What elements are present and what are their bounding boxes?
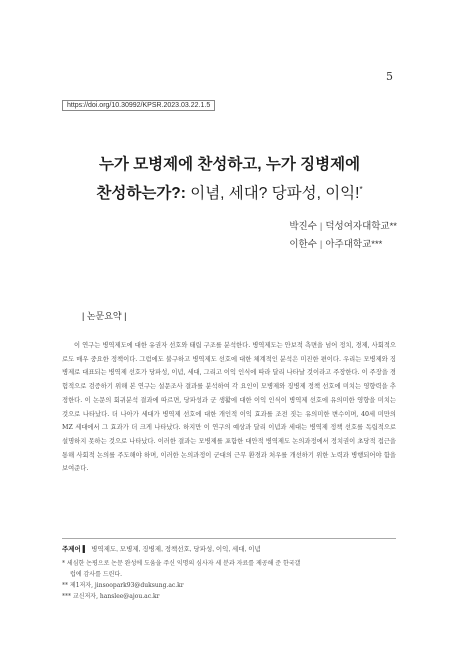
footnote-corresponding-author: *** 교신저자, hanslee@ajou.ac.kr bbox=[62, 593, 160, 600]
paper-title bbox=[40, 152, 419, 206]
author-separator: | bbox=[319, 221, 323, 232]
author-1-affiliation: 덕성여자대학교** bbox=[325, 221, 397, 232]
footnotes bbox=[62, 558, 396, 602]
title-footnote-mark: * bbox=[359, 185, 363, 194]
footnote-acknowledgement-cont: 럽에 감사를 드린다. bbox=[70, 571, 123, 578]
footnote-first-author: ** 제1저자, jinsoopark93@duksung.ac.kr bbox=[62, 582, 184, 589]
author-list bbox=[289, 218, 397, 254]
author-1 bbox=[289, 218, 397, 236]
footnote-acknowledgement: * 세심한 논평으로 논문 완성에 도움을 주신 익명의 심사자 세 분과 자료를 제공해 준 한국갤 bbox=[62, 560, 301, 567]
doi-link[interactable]: https://doi.org/10.30992/KPSR.2023.03.22.1.5 bbox=[62, 100, 215, 111]
title-line-2-main: 찬성하는가?: bbox=[96, 185, 186, 203]
author-2-affiliation: 아주대학교*** bbox=[325, 239, 383, 250]
title-subtitle: 이념, 세대? 당파성, 이익! bbox=[185, 185, 360, 203]
author-1-name: 박진수 bbox=[289, 221, 317, 232]
keywords-list: 병역제도, 모병제, 징병제, 정책선호, 당파성, 이익, 세대, 이념 bbox=[91, 546, 261, 553]
author-2 bbox=[289, 236, 397, 254]
keywords-label: 주제어 ▌ bbox=[62, 546, 88, 553]
title-line-1: 누가 모병제에 찬성하고, 누가 징병제에 bbox=[98, 156, 361, 173]
keywords-section bbox=[62, 538, 396, 553]
abstract-body bbox=[62, 339, 396, 476]
author-2-name: 이한수 bbox=[289, 239, 317, 250]
title-line-2 bbox=[40, 177, 419, 206]
page-number: 5 bbox=[386, 70, 393, 83]
abstract-heading: | 논문요약 | bbox=[82, 311, 127, 321]
author-separator: | bbox=[319, 239, 323, 250]
abstract-paragraph: 이 연구는 병역제도에 대한 유권자 선호와 태립 구조를 분석한다. 병역제도는 안보적 측면을 넘어 정치, 경제, 사회적으로도 매우 중요한 정책이다. 그럼에도 불구하고 병역제도 선호에 대한 체계적인 분석은 미진한 편이다. 우리는 모병제와 징병제로 대표되는 병역제 선호가 당파성, 이념, 세대, 그리고 이익 인식에 따라 달리 나타날 것이라고 주장한다. 이 주장을 경험적으로 검증하기 위해 본 연구는 설문조사 결과를 분석하여 각 요인이 모병제와 징병제 정책 선호에 미치는 영향력을 추정한다. 이 논문의 회귀분석 결과에 따르면, 당파성과 군 생활에 대한 이익 인식이 병역제 선호에 유의미한 영향을 미치는 것으로 나타났다. 더 나아가 세대가 병역제 선호에 대한 개인적 이익 효과를 조전 짓는 유의미한 변수이며, 40세 미만의 MZ 세대에서 그 효과가 더 크게 나타났다. 하지만 이 연구의 예상과 달리 이념과 세대는 병역제 정책 선호를 독립적으로 설명하지 못하는 것으로 나타났다. 이러한 결과는 모병제를 포함한 대안적 병역제도 논의과정에서 정치권이 초당적 접근을 통해 사회적 논의를 주도해야 하며, 이러한 논의과정이 군대의 근무 환경과 처우를 개선하기 위한 노력과 병행되어야 함을 보여준다. bbox=[62, 342, 397, 473]
